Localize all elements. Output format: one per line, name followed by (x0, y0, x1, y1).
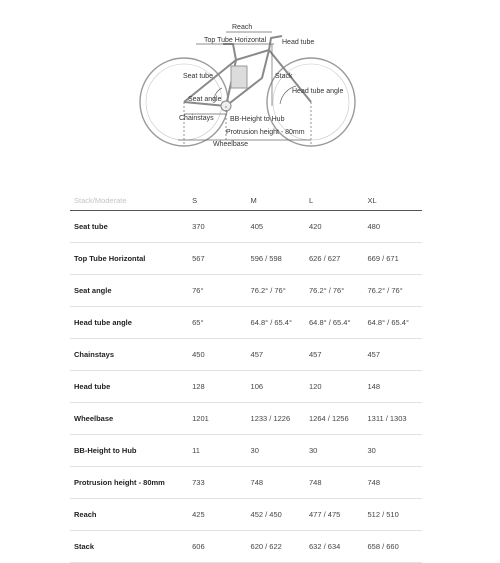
label-chainstays: Chainstays (179, 115, 214, 122)
row-label: Top Tube Horizontal (70, 243, 188, 275)
cell-value: 64.8° / 65.4° (247, 307, 305, 339)
cell-value: 452 / 450 (247, 499, 305, 531)
cell-value: 1233 / 1226 (247, 403, 305, 435)
table-corner-label: Stack/Moderate (70, 190, 188, 211)
cell-value: 64.8° / 65.4° (305, 307, 363, 339)
row-label: Seat angle (70, 275, 188, 307)
cell-value: 370 (188, 211, 246, 243)
label-seat-tube: Seat tube (183, 73, 213, 80)
cell-value: 65° (188, 307, 246, 339)
table-row (70, 275, 422, 307)
cell-value: 457 (364, 339, 423, 371)
label-top-tube-horizontal: Top Tube Horizontal (204, 37, 267, 44)
cell-value: 120 (305, 371, 363, 403)
row-label: Reach (70, 499, 188, 531)
cell-value: 669 / 671 (364, 243, 423, 275)
cell-value: 606 (188, 531, 246, 563)
size-header-xl: XL (364, 190, 423, 211)
cell-value: 596 / 598 (247, 243, 305, 275)
row-label: Protrusion height - 80mm (70, 467, 188, 499)
cell-value: 567 (188, 243, 246, 275)
table-row (70, 243, 422, 275)
cell-value: 457 (247, 339, 305, 371)
cell-value: 620 / 622 (247, 531, 305, 563)
size-header-s: S (188, 190, 246, 211)
row-label: Stack (70, 531, 188, 563)
label-head-tube: Head tube (282, 39, 315, 46)
table-row (70, 339, 422, 371)
row-label: Seat tube (70, 211, 188, 243)
cell-value: 405 (247, 211, 305, 243)
table-header-row (70, 190, 422, 211)
cell-value: 30 (247, 435, 305, 467)
cell-value: 626 / 627 (305, 243, 363, 275)
label-protrusion-height: Protrusion height - 80mm (226, 129, 305, 136)
cell-value: 512 / 510 (364, 499, 423, 531)
cell-value: 76.2° / 76° (305, 275, 363, 307)
cell-value: 76.2° / 76° (364, 275, 423, 307)
label-stack: Stack (275, 73, 293, 80)
cell-value: 457 (305, 339, 363, 371)
cell-value: 733 (188, 467, 246, 499)
cell-value: 1264 / 1256 (305, 403, 363, 435)
cell-value: 76° (188, 275, 246, 307)
row-label: Chainstays (70, 339, 188, 371)
table-row (70, 499, 422, 531)
cell-value: 450 (188, 339, 246, 371)
table-row (70, 403, 422, 435)
table-row (70, 435, 422, 467)
table-row (70, 531, 422, 563)
cell-value: 425 (188, 499, 246, 531)
label-seat-angle: Seat angle (188, 96, 222, 103)
cell-value: 11 (188, 435, 246, 467)
cell-value: 106 (247, 371, 305, 403)
row-label: BB-Height to Hub (70, 435, 188, 467)
table-row (70, 307, 422, 339)
cell-value: 477 / 475 (305, 499, 363, 531)
table-row (70, 211, 422, 243)
row-label: Wheelbase (70, 403, 188, 435)
cell-value: 30 (305, 435, 363, 467)
cell-value: 748 (247, 467, 305, 499)
cell-value: 658 / 660 (364, 531, 423, 563)
cell-value: 64.8° / 65.4° (364, 307, 423, 339)
bike-geometry-diagram (0, 0, 500, 160)
label-head-tube-angle: Head tube angle (292, 88, 344, 95)
cell-value: 128 (188, 371, 246, 403)
cell-value: 420 (305, 211, 363, 243)
label-reach: Reach (232, 24, 253, 31)
size-header-m: M (247, 190, 305, 211)
row-label: Head tube angle (70, 307, 188, 339)
cell-value: 632 / 634 (305, 531, 363, 563)
cell-value: 30 (364, 435, 423, 467)
geometry-table (70, 190, 422, 563)
label-bb-height-to-hub: BB-Height to Hub (230, 116, 285, 123)
cell-value: 748 (364, 467, 423, 499)
table-row (70, 371, 422, 403)
label-wheelbase: Wheelbase (213, 141, 249, 148)
cell-value: 480 (364, 211, 423, 243)
cell-value: 1201 (188, 403, 246, 435)
row-label: Head tube (70, 371, 188, 403)
cell-value: 748 (305, 467, 363, 499)
size-header-l: L (305, 190, 363, 211)
cell-value: 1311 / 1303 (364, 403, 423, 435)
table-row (70, 467, 422, 499)
cell-value: 76.2° / 76° (247, 275, 305, 307)
cell-value: 148 (364, 371, 423, 403)
